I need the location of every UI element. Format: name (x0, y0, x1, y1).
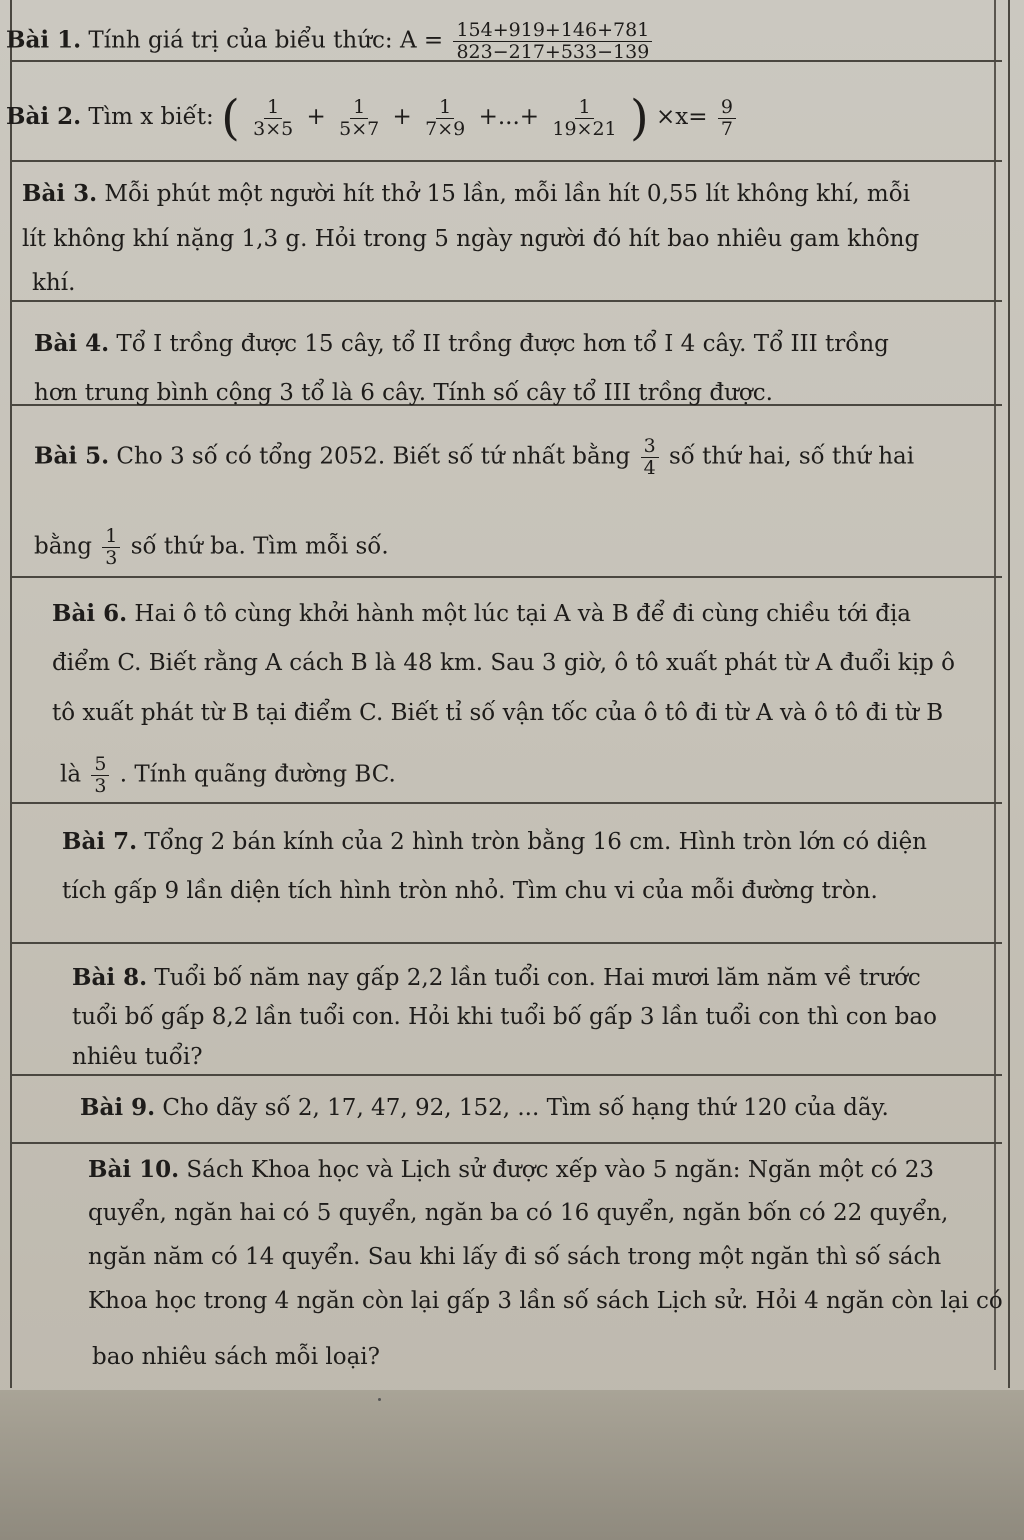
fraction-denominator: 823−217+533−139 (456, 40, 650, 63)
line-text: Khoa học trong 4 ngăn còn lại gấp 3 lần số sách Lịch sử. Hỏi 4 ngăn còn lại có (88, 1288, 1003, 1314)
rhs-fraction (718, 97, 736, 140)
problem-10-line-5 (92, 1344, 380, 1370)
problem-5-line-2 (34, 526, 389, 569)
problem-4-line-1 (34, 330, 889, 357)
line-text: bao nhiêu sách mỗi loại? (92, 1344, 380, 1370)
problem-6-line-4 (60, 754, 396, 797)
fraction-numerator: 5 (91, 754, 109, 776)
problem-9-line-1 (80, 1094, 889, 1121)
fraction-denominator: 3 (94, 774, 107, 797)
problem-6 (12, 578, 1002, 804)
term-den: 5×7 (339, 117, 380, 140)
problem-3-line-2 (22, 226, 919, 252)
problem-1 (6, 0, 1002, 63)
line-text: số thứ ba. Tìm mỗi số. (130, 533, 389, 560)
problem-2 (6, 62, 1002, 162)
problem-8-line-3 (72, 1044, 203, 1070)
problem-8 (12, 944, 1002, 1076)
line-text: Sách Khoa học và Lịch sử được xếp vào 5 ngăn: Ngăn một có 23 (186, 1157, 935, 1183)
term-fraction (336, 97, 382, 140)
term-num: 1 (436, 97, 454, 119)
line-text: Tổng 2 bán kính của 2 hình tròn bằng 16 cm. Hình tròn lớn có diện (144, 829, 927, 855)
problem-text: Tìm x biết: (88, 104, 214, 130)
problem-8-line-2 (72, 1004, 937, 1030)
line-text: là (60, 761, 82, 788)
problem-7-line-2 (62, 878, 878, 904)
line-text: . Tính quãng đường BC. (119, 761, 396, 788)
line-text: tích gấp 9 lần diện tích hình tròn nhỏ. Tìm chu vi của mỗi đường tròn. (62, 878, 878, 904)
fraction-denominator: 3 (105, 546, 118, 569)
problem-label: Bài 1. (6, 26, 82, 54)
term-num: 1 (264, 97, 282, 119)
paper-speck (378, 1398, 381, 1401)
fraction (102, 526, 120, 569)
problem-4-line-2 (34, 380, 773, 406)
problem-label: Bài 3. (22, 180, 98, 207)
problem-6-line-1 (52, 600, 911, 627)
term-den: 7×9 (425, 117, 466, 140)
expression-fraction (453, 20, 652, 63)
line-text: Hai ô tô cùng khởi hành một lúc tại A và B để đi cùng chiều tới địa (134, 601, 912, 627)
rhs-den: 7 (720, 117, 733, 140)
problem-10-line-1 (88, 1156, 934, 1183)
rhs-num: 9 (718, 97, 736, 119)
problem-10-line-4 (88, 1288, 1003, 1314)
line-text: Cho dãy số 2, 17, 47, 92, 152, ... Tìm số hạng thứ 120 của dãy. (162, 1095, 889, 1121)
problem-label: Bài 4. (34, 330, 110, 357)
fraction-numerator: 3 (641, 436, 659, 458)
problem-10-line-3 (88, 1244, 941, 1270)
problem-4 (12, 302, 1002, 406)
problem-label: Bài 6. (52, 600, 128, 627)
problem-10-line-2 (88, 1200, 948, 1226)
line-text: số thứ hai, số thứ hai (668, 443, 915, 470)
line-text: tô xuất phát từ B tại điểm C. Biết tỉ số vận tốc của ô tô đi từ A và ô tô đi từ B (52, 700, 944, 726)
line-text: Cho 3 số có tổng 2052. Biết số tứ nhất bằng (116, 443, 631, 470)
fraction (91, 754, 109, 797)
close-paren: ) (629, 90, 649, 146)
problem-3 (12, 162, 1002, 302)
line-text: Tổ I trồng được 15 cây, tổ II trồng được hơn tổ I 4 cây. Tổ III trồng (116, 331, 889, 357)
problem-6-line-2 (52, 650, 955, 676)
problem-table (6, 0, 1010, 1388)
problem-3-line-3 (32, 270, 75, 296)
problem-3-line-1 (22, 180, 910, 207)
expr-prefix: A = (399, 27, 444, 54)
problem-label: Bài 2. (6, 103, 82, 130)
problem-6-line-3 (52, 700, 943, 726)
problem-label: Bài 8. (72, 964, 148, 991)
line-text: Mỗi phút một người hít thở 15 lần, mỗi lần hít 0,55 lít không khí, mỗi (104, 181, 911, 207)
line-text: điểm C. Biết rằng A cách B là 48 km. Sau 3 giờ, ô tô xuất phát từ A đuổi kịp ô (52, 650, 955, 676)
line-text: ngăn năm có 14 quyển. Sau khi lấy đi số sách trong một ngăn thì số sách (88, 1244, 942, 1270)
problem-text: Tính giá trị của biểu thức: (88, 27, 393, 54)
line-text: quyển, ngăn hai có 5 quyển, ngăn ba có 16 quyển, ngăn bốn có 22 quyển, (88, 1200, 949, 1226)
open-paren: ( (221, 90, 240, 146)
problem-10 (12, 1144, 1002, 1388)
term-fraction (422, 97, 468, 140)
problem-5 (12, 406, 1002, 578)
line-text: tuổi bố gấp 8,2 lần tuổi con. Hỏi khi tuổi bố gấp 3 lần tuổi con thì con bao (72, 1004, 937, 1030)
problem-1-line (6, 20, 655, 63)
problem-5-line-1 (34, 436, 914, 479)
term-den: 19×21 (552, 117, 617, 140)
line-text: khí. (32, 270, 76, 296)
line-text: hơn trung bình cộng 3 tổ là 6 cây. Tính số cây tổ III trồng được. (34, 380, 773, 406)
term-num: 1 (575, 97, 593, 119)
plus-sign: + (392, 104, 412, 130)
fraction-denominator: 4 (643, 456, 656, 479)
fraction (641, 436, 659, 479)
problem-label: Bài 5. (34, 442, 110, 470)
ellipsis: +...+ (478, 104, 540, 130)
term-num: 1 (350, 97, 368, 119)
problem-label: Bài 9. (80, 1094, 156, 1121)
problem-label: Bài 10. (88, 1156, 180, 1183)
fraction-numerator: 154+919+146+781 (453, 20, 652, 42)
term-fraction (549, 97, 619, 140)
problem-label: Bài 7. (62, 828, 138, 855)
problem-2-line (6, 90, 739, 146)
line-text: lít không khí nặng 1,3 g. Hỏi trong 5 ngày người đó hít bao nhiêu gam không (22, 226, 920, 252)
plus-sign: + (306, 104, 326, 130)
line-text: bằng (34, 533, 92, 560)
page-bottom-shadow (0, 1390, 1024, 1540)
problem-7-line-1 (62, 828, 927, 855)
problem-9 (12, 1076, 1002, 1144)
problem-7 (12, 804, 1002, 944)
line-text: nhiêu tuổi? (72, 1044, 203, 1070)
term-den: 3×5 (253, 117, 294, 140)
times-x: ×x= (656, 104, 708, 130)
line-text: Tuổi bố năm nay gấp 2,2 lần tuổi con. Hai mươi lăm năm về trước (154, 965, 921, 991)
problem-8-line-1 (72, 964, 921, 991)
fraction-numerator: 1 (102, 526, 120, 548)
term-fraction (250, 97, 296, 140)
